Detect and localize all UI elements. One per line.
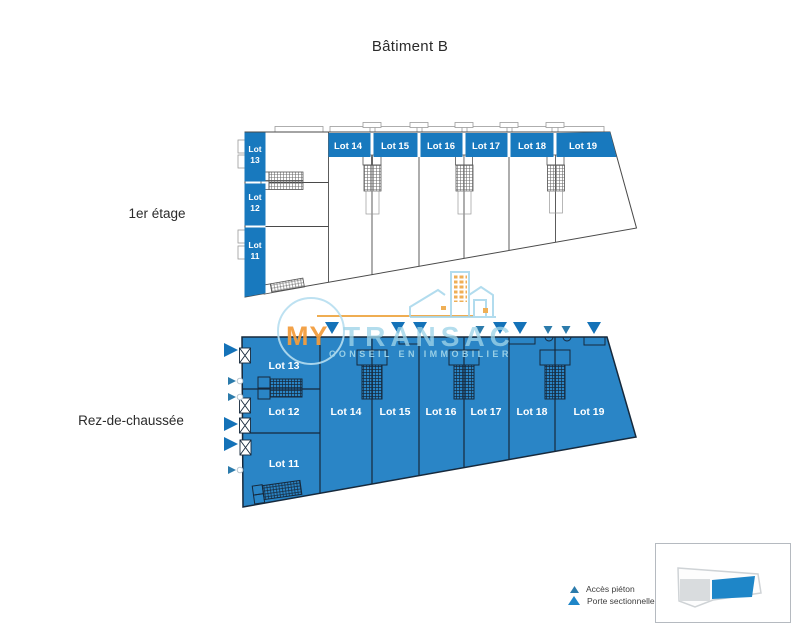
floor1-lot15-label: Lot 15 [381,141,409,152]
ground-lot17-label: Lot 17 [470,406,502,418]
floor1-lot17-label: Lot 17 [472,141,500,152]
floor1-lot13-label-l1: Lot [248,144,262,154]
floor1-lot11-bar [245,228,266,297]
watermark-brand-my: MY [286,321,329,351]
floor1-lot13-label-l2: 13 [250,155,260,165]
porte-sectionnelle-icon [224,437,238,451]
floor1-lot12-label-l2: 12 [250,203,260,213]
stairs-left [261,172,303,190]
floor1-lot19-label: Lot 19 [569,141,597,152]
legend-label: Accès piéton [586,584,635,594]
floor1-lot11-label-l2: 11 [250,251,260,261]
ground-lot19-label: Lot 19 [573,406,605,418]
acces-pieton-icon [562,326,571,334]
minimap [655,543,791,623]
ground-floor-outline [242,337,636,507]
minimap-highlight-section [712,576,755,599]
watermark-tagline: CONSEIL EN IMMOBILIER [329,349,512,359]
floor1-lot16-label: Lot 16 [427,141,455,152]
ground-lot15-label: Lot 15 [379,406,411,418]
watermark-brand-transac: TRANSAC [343,321,515,352]
floor1-lot18-label: Lot 18 [518,141,546,152]
porte-sectionnelle-icon [224,417,238,431]
porte-sectionnelle-triangle-icon [567,595,581,606]
acces-pieton-icon [228,466,236,474]
porte-sectionnelle-icon [325,322,339,334]
porte-sectionnelle-icon [513,322,527,334]
porte-sectionnelle-icon [391,322,405,334]
ground-lot12-label: Lot 12 [268,406,300,418]
porte-sectionnelle-icon [224,343,238,357]
legend-item-acces-pieton [569,584,635,594]
ground-floor-plan [215,320,655,525]
first-floor-label: 1er étage [128,206,186,221]
first-floor-plan [225,110,650,310]
acces-pieton-triangle-icon [569,585,580,594]
porte-sectionnelle-icon [587,322,601,334]
minimap-gray-section [680,579,710,601]
ground-lot11-label: Lot 11 [268,458,300,470]
ground-lot14-label: Lot 14 [330,406,362,418]
page-title: Bâtiment B [371,38,449,55]
acces-pieton-icon [544,326,553,334]
roof-skylights [275,123,604,133]
acces-pieton-icon [228,377,236,385]
left-edge-notches [238,140,245,259]
ground-floor-label: Rez-de-chaussée [78,413,184,428]
legend-label: Porte sectionnelle [587,595,655,606]
porte-sectionnelle-icon [413,322,427,334]
ground-lot18-label: Lot 18 [516,406,548,418]
floor1-lot14-label: Lot 14 [334,141,362,152]
porte-sectionnelle-icon [493,322,507,334]
legend-item-porte-sectionnelle [567,595,655,606]
watermark-swoosh-line [317,315,473,317]
ground-lot13-label: Lot 13 [268,360,300,372]
floor1-lot11-label-l1: Lot [248,240,262,250]
ground-lot16-label: Lot 16 [425,406,457,418]
acces-pieton-icon [476,326,485,334]
acces-pieton-icon [228,393,236,401]
floor1-lot12-label-l1: Lot [248,192,262,202]
